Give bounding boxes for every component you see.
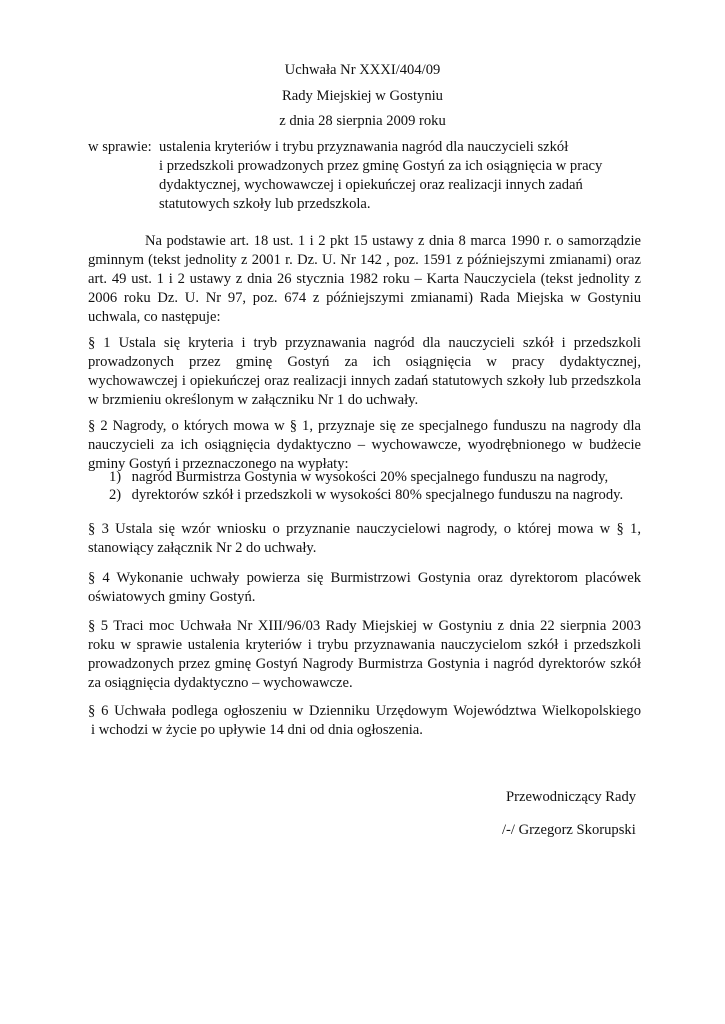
section-line: § 5 Traci moc Uchwała Nr XIII/96/03 Rady Miejskiej w Gostyniu z dnia 22 sierpnia 2003	[88, 618, 641, 634]
section-line: prowadzonych przez gminę Gostyń Nagrody Burmistrza Gostynia i nagród dyrektorów szkół	[88, 656, 641, 672]
section-6	[88, 702, 641, 740]
list-text: dyrektorów szkół i przedszkoli w wysokości 80% specjalnego funduszu na nagrody.	[131, 487, 624, 503]
section-line: prowadzonych przez gminę Gostyń za ich osiągnięcia w pracy dydaktycznej,	[88, 354, 641, 370]
list-number: 1)	[109, 469, 122, 485]
section-line: § 6 Uchwała podlega ogłoszeniu w Dzienniku Urzędowym Województwa Wielkopolskiego	[88, 703, 641, 719]
preamble-line: gminnym (tekst jednolity z 2001 r. Dz. U. Nr 142 , poz. 1591 z późniejszymi zmianami) oraz	[88, 252, 641, 268]
subject-label: w sprawie:	[88, 139, 152, 155]
resolution-title: Uchwała Nr XXXI/404/09	[284, 62, 441, 78]
section-line: wychowawczej i opiekuńczej oraz realizacji innych zadań statutowych szkoły lub przedszkola	[88, 373, 641, 389]
section-line: § 3 Ustala się wzór wniosku o przyznanie nauczycielowi nagrody, o której mowa w § 1,	[88, 521, 641, 537]
resolution-issuer: Rady Miejskiej w Gostyniu	[282, 88, 443, 104]
section-line: stanowiący załącznik Nr 2 do uchwały.	[88, 540, 317, 556]
section-line: § 4 Wykonanie uchwały powierza się Burmistrzowi Gostynia oraz dyrektorom placówek	[88, 570, 641, 586]
list-number: 2)	[109, 487, 122, 503]
section-line: oświatowych gminy Gostyń.	[88, 589, 256, 605]
section-4	[88, 569, 641, 607]
section-line: § 1 Ustala się kryteria i tryb przyznawania nagród dla nauczycieli szkół i przedszkoli	[88, 335, 641, 351]
preamble-line: Na podstawie art. 18 ust. 1 i 2 pkt 15 ustawy z dnia 8 marca 1990 r. o samorządzie	[145, 233, 641, 249]
section-line: gminy Gostyń i przeznaczonego na wypłaty:	[88, 456, 349, 472]
list-text: nagród Burmistrza Gostynia w wysokości 20% specjalnego funduszu na nagrody,	[131, 469, 609, 485]
resolution-date: z dnia 28 sierpnia 2009 roku	[279, 113, 446, 129]
preamble-line: art. 49 ust. 1 i 2 ustawy z dnia 26 stycznia 1982 roku – Karta Nauczyciela (tekst jednolity z	[88, 271, 641, 287]
preamble-line: 2006 roku Dz. U. Nr 97, poz. 674 z późniejszymi zmianami) Rada Miejska w Gostyniu	[88, 290, 641, 306]
preamble-paragraph	[88, 232, 641, 327]
list-item	[109, 486, 623, 505]
section-2	[88, 417, 641, 474]
subject-line: ustalenia kryteriów i trybu przyznawania nagród dla nauczycieli szkół	[159, 139, 569, 155]
section-line: § 2 Nagrody, o których mowa w § 1, przyznaje się ze specjalnego funduszu na nagrody dla	[88, 418, 641, 434]
signature-name: /-/ Grzegorz Skorupski	[502, 822, 636, 838]
section-3	[88, 520, 641, 558]
section-1	[88, 334, 641, 410]
section-line: nauczycieli za ich osiągnięcia dydaktyczno – wychowawcze, wyodrębnionego w budżecie	[88, 437, 641, 453]
section-line: za osiągnięcia dydaktyczno – wychowawcze.	[88, 675, 353, 691]
subject-line: i przedszkoli prowadzonych przez gminę Gostyń za ich osiągnięcia w pracy	[159, 158, 603, 174]
subject-line: statutowych szkoły lub przedszkola.	[159, 196, 371, 212]
preamble-line: uchwala, co następuje:	[88, 309, 221, 325]
section-line: i wchodzi w życie po upływie 14 dni od dnia ogłoszenia.	[91, 722, 423, 738]
section-line: w brzmieniu określonym w załączniku Nr 1 do uchwały.	[88, 392, 419, 408]
signature-role: Przewodniczący Rady	[506, 789, 637, 805]
section-line: roku w sprawie ustalenia kryteriów i trybu przyznawania nauczycielom szkół i przedszkoli	[88, 637, 641, 653]
section-5	[88, 617, 641, 693]
list-item	[109, 468, 608, 487]
subject-line: dydaktycznej, wychowawczej i opiekuńczej oraz realizacji innych zadań	[159, 177, 583, 193]
